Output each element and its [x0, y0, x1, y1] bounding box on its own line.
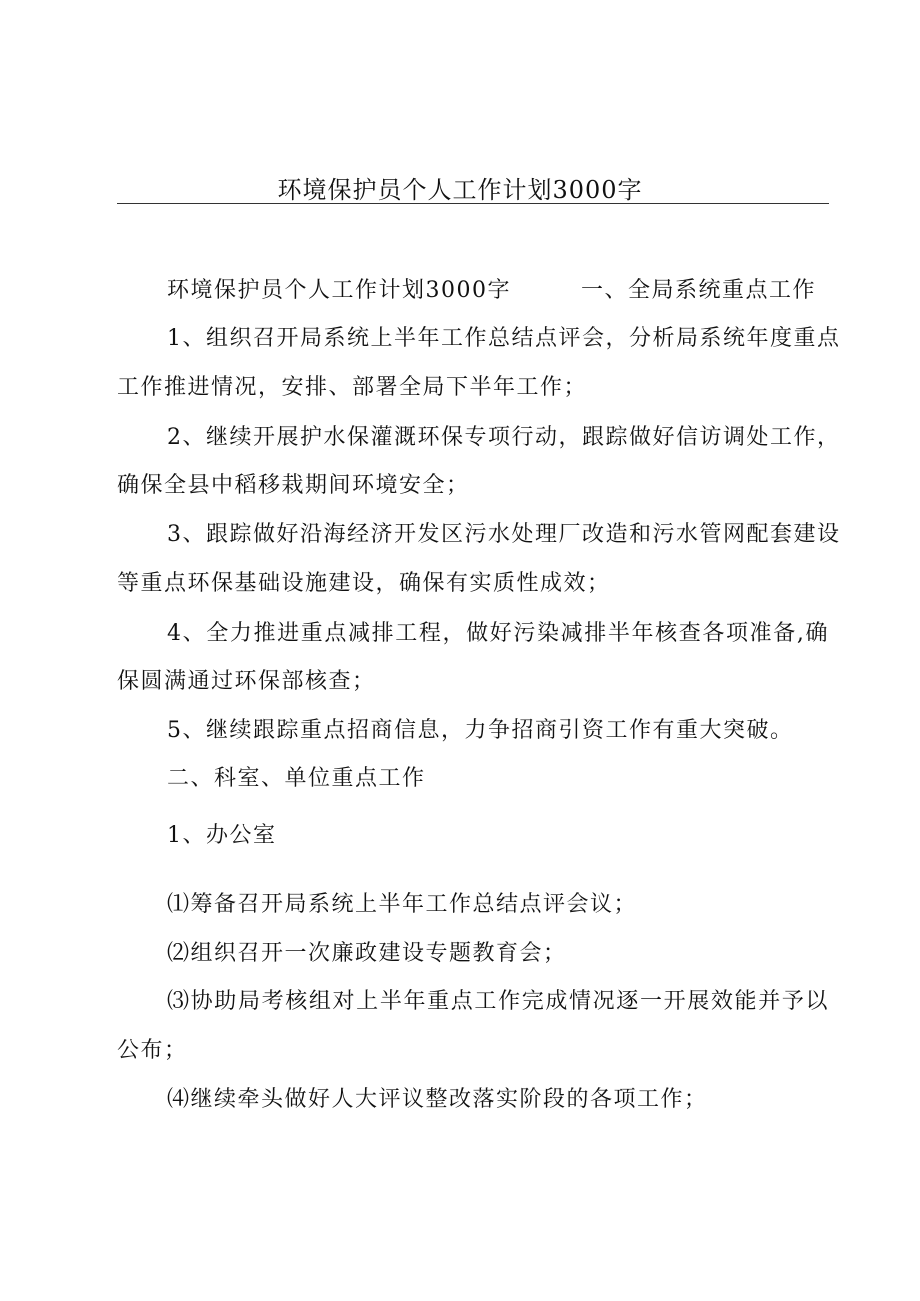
office-item-3-line-2: 公布； — [117, 1038, 188, 1063]
item-4-line-2: 保圆满通过环保部核查； — [117, 669, 376, 694]
office-item-2: ⑵组织召开一次廉政建设专题教育会； — [167, 941, 567, 966]
intro-line — [167, 276, 829, 306]
item-3-line-2: 等重点环保基础设施建设，确保有实质性成效； — [117, 571, 611, 596]
item-1-line-1: 1、组织召开局系统上半年工作总结点评会，分析局系统年度重点 — [167, 326, 841, 351]
office-item-4: ⑷继续牵头做好人大评议整改落实阶段的各项工作； — [167, 1087, 708, 1112]
item-2-line-1: 2、继续开展护水保灌溉环保专项行动，跟踪做好信访调处工作， — [167, 425, 841, 450]
office-item-3-line-1: ⑶协助局考核组对上半年重点工作完成情况逐一开展效能并予以 — [167, 989, 829, 1014]
item-4-line-1: 4、全力推进重点减排工程，做好污染减排半年核查各项准备,确 — [167, 621, 829, 646]
office-item-1: ⑴筹备召开局系统上半年工作总结点评会议； — [167, 892, 638, 917]
subsection-office: 1、办公室 — [167, 823, 277, 848]
item-1-line-2: 工作推进情况，安排、部署全局下半年工作； — [117, 375, 588, 400]
section-heading-1: 一、全局系统重点工作 — [581, 278, 817, 303]
item-2-line-2: 确保全县中稻移栽期间环境安全； — [117, 473, 470, 498]
item-5-line-1: 5、继续跟踪重点招商信息，力争招商引资工作有重大突破。 — [167, 718, 794, 743]
intro-lead: 环境保护员个人工作计划3000字 — [167, 278, 511, 303]
document-title: 环境保护员个人工作计划3000字 — [277, 176, 643, 204]
item-3-line-1: 3、跟踪做好沿海经济开发区污水处理厂改造和污水管网配套建设 — [167, 522, 841, 547]
title-underline — [117, 203, 829, 204]
section-heading-2: 二、科室、单位重点工作 — [167, 766, 426, 791]
